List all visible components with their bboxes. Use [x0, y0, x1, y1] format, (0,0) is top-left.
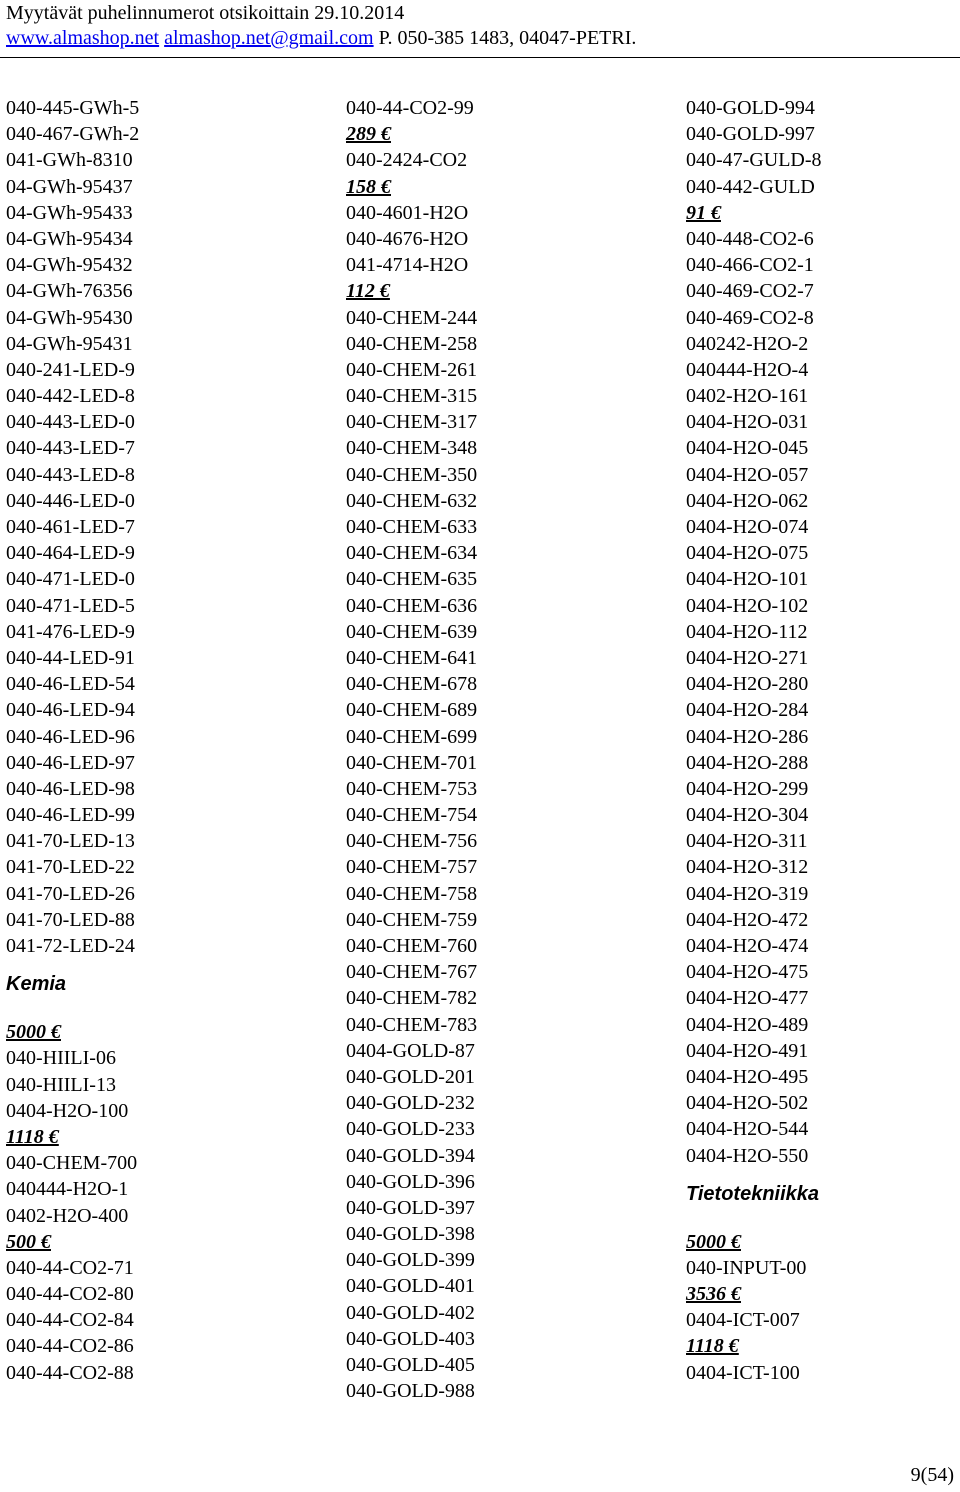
phone-number-entry: 0404-H2O-100: [6, 1099, 129, 1122]
phone-number-entry: 0404-H2O-491: [686, 1039, 809, 1062]
phone-number-entry: 041-GWh-8310: [6, 149, 133, 172]
phone-number-entry: 040-GOLD-401: [346, 1275, 475, 1298]
phone-number-entry: 0404-H2O-057: [686, 463, 809, 486]
phone-number-entry: 040-464-LED-9: [6, 542, 135, 565]
phone-number-entry: 040-44-CO2-99: [346, 97, 474, 119]
phone-number-entry: 0404-H2O-284: [686, 699, 809, 722]
phone-number-entry: 040-GOLD-398: [346, 1223, 475, 1246]
phone-number-entry: 040-471-LED-5: [6, 594, 135, 617]
price-label: 158 €: [346, 175, 391, 198]
phone-number-entry: 040-46-LED-98: [6, 777, 135, 800]
phone-number-entry: 0404-H2O-271: [686, 646, 809, 669]
phone-number-entry: 0404-ICT-100: [686, 1361, 800, 1384]
document-title: Myytävät puhelinnumerot otsikoittain 29.10.2014: [6, 2, 405, 24]
phone-number-entry: 040-GOLD-405: [346, 1354, 475, 1376]
phone-number-entry: 040-GOLD-396: [346, 1170, 475, 1193]
phone-number-entry: 040-CHEM-754: [346, 804, 478, 827]
phone-number-entry: 0404-H2O-112: [686, 620, 808, 643]
phone-number-entry: 040-HIILI-06: [6, 1047, 116, 1070]
phone-number-entry: 0404-H2O-477: [686, 987, 809, 1010]
website-link[interactable]: www.almashop.net: [6, 27, 160, 49]
phone-number-entry: 040-2424-CO2: [346, 149, 468, 172]
phone-number-entry: 040-CHEM-635: [346, 568, 478, 591]
phone-number-entry: 040-46-LED-97: [6, 751, 135, 774]
phone-number-entry: 040-469-CO2-7: [686, 280, 814, 303]
phone-number-entry: 040-461-LED-7: [6, 516, 135, 538]
phone-number-entry: 040-CHEM-315: [346, 385, 478, 408]
phone-number-entry: 0404-H2O-544: [686, 1118, 809, 1141]
phone-number-entry: 040-CHEM-783: [346, 1013, 478, 1036]
phone-number-entry: 040-GOLD-399: [346, 1249, 475, 1272]
phone-number-entry: 040-CHEM-636: [346, 594, 478, 617]
phone-number-entry: 0404-H2O-280: [686, 673, 809, 696]
phone-number-entry: 040-44-CO2-84: [6, 1309, 134, 1332]
phone-number-entry: 040-GOLD-397: [346, 1196, 475, 1219]
phone-number-entry: 0404-H2O-031: [686, 411, 809, 434]
phone-number-entry: 040-469-CO2-8: [686, 306, 814, 329]
price-label: 5000 €: [6, 1021, 61, 1044]
phone-number-entry: 040-CHEM-758: [346, 882, 478, 905]
price-label: 112 €: [346, 280, 390, 303]
phone-number-entry: 040-GOLD-997: [686, 123, 815, 146]
phone-number-entry: 040-CHEM-633: [346, 516, 478, 538]
phone-number-entry: 040-442-GULD: [686, 175, 815, 198]
phone-number-entry: 0404-H2O-062: [686, 489, 809, 512]
phone-number-entry: 040-446-LED-0: [6, 489, 135, 512]
phone-number-entry: 040-GOLD-403: [346, 1327, 475, 1350]
phone-number-entry: 0404-H2O-304: [686, 804, 809, 827]
contact-line: [6, 25, 636, 51]
number-column-1: [6, 95, 139, 1386]
phone-number-entry: 0404-H2O-489: [686, 1013, 809, 1036]
phone-number-entry: 04-GWh-95437: [6, 175, 133, 198]
phone-number-entry: 040-44-CO2-86: [6, 1335, 134, 1358]
phone-number-entry: 041-70-LED-13: [6, 830, 135, 853]
phone-number-entry: 0404-H2O-502: [686, 1092, 809, 1115]
phone-number-entry: 04-GWh-95431: [6, 332, 133, 355]
phone-number-entry: 040-4601-H2O: [346, 201, 469, 224]
phone-number-entry: 040-GOLD-394: [346, 1144, 475, 1167]
phone-number-entry: 041-70-LED-22: [6, 856, 135, 879]
phone-number-entry: 040-CHEM-678: [346, 673, 478, 696]
phone-number-entry: 040-CHEM-641: [346, 646, 478, 669]
phone-number-entry: 040-443-LED-7: [6, 437, 135, 460]
phone-number-entry: 040-467-GWh-2: [6, 123, 140, 146]
phone-number-entry: 040-CHEM-350: [346, 463, 478, 486]
phone-number-entry: 0404-H2O-311: [686, 830, 808, 853]
phone-number-entry: 040-INPUT-00: [686, 1256, 807, 1279]
phone-number-entry: 04-GWh-95434: [6, 227, 133, 250]
phone-number-entry: 040-GOLD-994: [686, 97, 815, 119]
phone-number-entry: 040-HIILI-13: [6, 1073, 116, 1096]
phone-number-entry: 040-CHEM-757: [346, 856, 478, 879]
phone-number-entry: 040-CHEM-317: [346, 411, 478, 434]
phone-number-entry: 040-CHEM-261: [346, 358, 478, 381]
section-heading: Kemia: [6, 973, 67, 996]
price-label: 500 €: [6, 1230, 51, 1253]
phone-number-entry: 040444-H2O-1: [6, 1178, 129, 1201]
phone-number-entry: 0404-H2O-286: [686, 725, 809, 748]
phone-number-entry: 0404-H2O-495: [686, 1065, 809, 1088]
phone-number-entry: 041-72-LED-24: [6, 935, 135, 957]
phone-number-entry: 040-CHEM-258: [346, 332, 478, 355]
section-heading: Tietotekniikka: [686, 1182, 820, 1205]
number-column-2: [346, 95, 477, 1404]
phone-text: P. 050-385 1483, 04047-PETRI.: [378, 27, 637, 49]
phone-number-entry: 0404-H2O-550: [686, 1144, 809, 1167]
phone-number-entry: 040-CHEM-759: [346, 908, 478, 931]
phone-number-entry: 040-448-CO2-6: [686, 227, 814, 250]
phone-number-entry: 04-GWh-95432: [6, 254, 133, 277]
header-divider: [0, 57, 960, 58]
phone-number-entry: 040-44-LED-91: [6, 646, 135, 669]
number-column-3: [686, 95, 822, 1386]
phone-number-entry: 04-GWh-95433: [6, 201, 133, 224]
phone-number-entry: 041-70-LED-26: [6, 882, 135, 905]
phone-number-entry: 040-GOLD-402: [346, 1301, 475, 1324]
phone-number-entry: 040-CHEM-699: [346, 725, 478, 748]
phone-number-entry: 0402-H2O-400: [6, 1204, 129, 1227]
phone-number-entry: 041-4714-H2O: [346, 254, 469, 277]
phone-number-entry: 040-GOLD-201: [346, 1065, 475, 1088]
phone-number-entry: 040444-H2O-4: [686, 358, 809, 381]
phone-number-entry: 040-4676-H2O: [346, 227, 469, 250]
phone-number-entry: 040-GOLD-233: [346, 1118, 475, 1141]
phone-number-entry: 040-443-LED-0: [6, 411, 135, 434]
phone-number-entry: 040-46-LED-94: [6, 699, 135, 722]
phone-number-entry: 04-GWh-95430: [6, 306, 133, 329]
phone-number-entry: 0404-H2O-074: [686, 516, 809, 538]
phone-number-entry: 040-GOLD-232: [346, 1092, 475, 1115]
phone-number-entry: 040-GOLD-988: [346, 1380, 475, 1403]
phone-number-entry: 040-CHEM-689: [346, 699, 478, 722]
price-label: 3536 €: [686, 1283, 741, 1306]
phone-number-entry: 040-46-LED-99: [6, 804, 135, 827]
phone-number-entry: 0404-H2O-299: [686, 777, 809, 800]
phone-number-entry: 041-70-LED-88: [6, 908, 135, 931]
phone-number-entry: 0404-H2O-474: [686, 935, 809, 957]
phone-number-entry: 040-CHEM-700: [6, 1152, 138, 1175]
phone-number-entry: 0404-H2O-288: [686, 751, 809, 774]
phone-number-entry: 040-44-CO2-80: [6, 1283, 134, 1306]
phone-number-entry: 040-445-GWh-5: [6, 97, 140, 119]
phone-number-entry: 040-44-CO2-88: [6, 1361, 134, 1384]
phone-number-entry: 040-CHEM-639: [346, 620, 478, 643]
phone-number-entry: 0404-H2O-472: [686, 908, 809, 931]
phone-number-entry: 0404-H2O-101: [686, 568, 809, 591]
phone-number-entry: 040-CHEM-632: [346, 489, 478, 512]
phone-number-entry: 040-466-CO2-1: [686, 254, 814, 277]
phone-number-entry: 040-47-GULD-8: [686, 149, 822, 172]
phone-number-entry: 040-CHEM-782: [346, 987, 478, 1010]
phone-number-entry: 040-46-LED-54: [6, 673, 135, 696]
phone-number-entry: 0404-H2O-312: [686, 856, 809, 879]
phone-number-entry: 040242-H2O-2: [686, 332, 809, 355]
price-label: 91 €: [686, 201, 721, 224]
phone-number-entry: 0404-GOLD-87: [346, 1039, 475, 1062]
phone-number-entry: 040-CHEM-767: [346, 961, 478, 984]
phone-number-entry: 040-CHEM-244: [346, 306, 478, 329]
phone-number-entry: 040-443-LED-8: [6, 463, 135, 486]
price-label: 1118 €: [6, 1125, 59, 1148]
phone-number-entry: 040-471-LED-0: [6, 568, 135, 591]
phone-number-entry: 0404-H2O-102: [686, 594, 809, 617]
page-number: 9(54): [910, 1464, 954, 1486]
phone-number-entry: 040-44-CO2-71: [6, 1256, 134, 1279]
phone-number-entry: 040-46-LED-96: [6, 725, 135, 748]
phone-number-entry: 041-476-LED-9: [6, 620, 135, 643]
phone-number-entry: 040-CHEM-634: [346, 542, 478, 565]
page-header: [6, 0, 636, 51]
phone-number-entry: 040-CHEM-701: [346, 751, 478, 774]
phone-number-entry: 0404-H2O-319: [686, 882, 809, 905]
phone-number-entry: 0404-ICT-007: [686, 1309, 800, 1332]
email-link[interactable]: almashop.net@gmail.com: [164, 27, 374, 49]
phone-number-entry: 0404-H2O-075: [686, 542, 809, 565]
phone-number-entry: 04-GWh-76356: [6, 280, 133, 303]
phone-number-entry: 040-CHEM-348: [346, 437, 478, 460]
phone-number-entry: 0404-H2O-475: [686, 961, 809, 984]
price-label: 5000 €: [686, 1230, 741, 1253]
phone-number-entry: 040-CHEM-760: [346, 935, 478, 957]
phone-number-entry: 0402-H2O-161: [686, 385, 809, 408]
price-label: 289 €: [346, 123, 391, 146]
phone-number-entry: 040-CHEM-753: [346, 777, 478, 800]
phone-number-entry: 040-442-LED-8: [6, 385, 135, 408]
phone-number-entry: 0404-H2O-045: [686, 437, 809, 460]
price-label: 1118 €: [686, 1335, 739, 1358]
phone-number-entry: 040-CHEM-756: [346, 830, 478, 853]
phone-number-entry: 040-241-LED-9: [6, 358, 135, 381]
